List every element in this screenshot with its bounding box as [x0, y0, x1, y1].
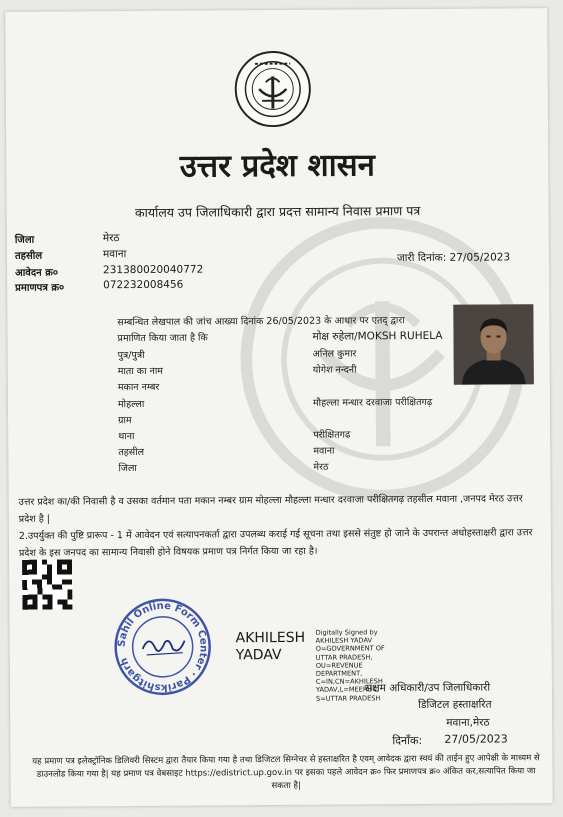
tehsil-label: तहसील — [14, 250, 43, 262]
application-number-value: 231380020040772 — [102, 263, 204, 277]
signer-name — [236, 630, 306, 664]
confirmation-statement: 2.उपर्युक्त की पुष्टि प्रारूप - 1 में आवेदन एवं सत्यापनकर्ता द्वारा उपलब्ध कराई गई सूचना तथा इससे संतुष्ट हो जाने के उपरान्त अधोहस्ताक्षरी द्वारा उत्तर प्रदेश के इस जनपद का सामान्य निवासी होने विषयक प्रमाण पत्र निर्गत किया जा रहा है। — [18, 527, 533, 559]
verification-intro: सम्बन्धित लेखपाल की जांच आख्या दिनांक 26/05/2023 के आधार पर एतद् द्वारा — [117, 315, 405, 329]
up-government-emblem-icon — [234, 50, 313, 129]
locality-value: मौहल्ला मन्धार दरवाजा परीक्षितगढ़ — [312, 396, 433, 409]
svg-text:Sahil Online Form Center · Par: Sahil Online Form Center · Parikshitgarh — [116, 600, 209, 693]
authority-location: मवाना,मेरठ — [446, 716, 490, 729]
page-title: उत्तर प्रदेश शासन — [179, 147, 375, 185]
signer-name-line2: YADAV — [235, 646, 282, 664]
district-label: जिला — [14, 234, 35, 246]
field-label: ग्राम — [118, 415, 132, 427]
digitally-signed-label: डिजिटल हस्ताक्षरित — [418, 698, 492, 712]
district-value: मेरठ — [102, 232, 120, 245]
applicant-photo — [453, 304, 534, 385]
field-label: मोहल्ला — [117, 398, 145, 411]
field-label: तहसील — [118, 446, 145, 459]
field-label: जिला — [118, 462, 137, 475]
signature-detail-line: OU=REVENUE — [315, 661, 363, 670]
tehsil-value: मवाना — [102, 248, 127, 261]
applicant-name: मोक्ष रुहेला/MOKSH RUHELA — [312, 329, 443, 343]
residence-statement: उत्तर प्रदेश का/की निवासी है व उसका वर्तमान पता मकान नम्बर ग्राम मोहल्ला मौहल्ला मन्धार दरवाजा परीक्षितगढ़ तहसील मवाना ,जनपद मेरठ उत्तर प्रदेश है | — [18, 493, 523, 525]
center-seal-stamp — [112, 596, 213, 697]
signature-detail-line: O=GOVERNMENT OF — [315, 644, 385, 654]
field-label: माता का नाम — [117, 365, 164, 378]
field-label: मकान नम्बर — [117, 381, 160, 394]
certified-label: प्रमाणित किया जाता है कि — [117, 332, 208, 345]
signer-name-line1: AKHILESH — [235, 629, 306, 647]
signature-detail-line: C=IN,CN=AKHILESH — [315, 677, 383, 686]
certificate-number-label: प्रमाणपत्र क्र० — [15, 282, 65, 294]
signature-detail-line: DEPARTMENT, — [315, 669, 363, 678]
police-station-value: परीक्षितगढ — [313, 429, 351, 441]
application-number-label: आवेदन क्र० — [15, 267, 59, 279]
district-row-value: मेरठ — [313, 461, 329, 473]
signature-detail-line: AKHILESH YADAV — [315, 636, 373, 645]
certificate-sheet — [5, 8, 553, 807]
mother-name-value: योगेश नन्दनी — [312, 364, 357, 376]
qr-code — [22, 559, 72, 609]
signature-detail-line: S=UTTAR PRADESH — [316, 693, 381, 703]
signature-date-value: 27/05/2023 — [444, 732, 508, 746]
issue-date: जारी दिनांक: 27/05/2023 — [396, 251, 511, 265]
footer-note: यह प्रमाण पत्र इलेक्ट्रॉनिक डिलिवरी सिस्टम द्वारा तैयार किया गया है तथा डिजिटल सिग्नेचर से हस्ताक्षरित है एवम् आवेदक द्वारा स्वयं की ताईन हुए आपेक्षी के माध्यम से डाउनलोड किया गया है| यह प्रमाण पत्र वेबसाइट https://edistrict.up.gov.in पर इसका पहले आवेदन क्र० फिर प्रमाणपत्र क्र० अंकित कर,सत्यापित किया जा सकता है| — [32, 753, 540, 792]
tehsil-row-value: मवाना — [313, 445, 335, 457]
signature-detail-line: Digitally Signed by — [315, 628, 378, 637]
signature-detail-line: UTTAR PRADESH, — [315, 652, 373, 662]
signature-date-label: दिनाँक: — [392, 734, 423, 748]
certificate-number-value: 072232008456 — [103, 278, 184, 292]
field-label: पुत्र/पुत्री — [117, 349, 145, 362]
father-name-value: अनिल कुमार — [312, 348, 357, 360]
certificate-subtitle: कार्यालय उप जिलाधिकारी द्वारा प्रदत्त सामान्य निवास प्रमाण पत्र — [134, 203, 421, 221]
authority-designation: सक्षम अधिकारी/उप जिलाधिकारी — [364, 681, 491, 695]
field-label: थाना — [118, 431, 135, 443]
signature-detail-line: YADAV,L=MEERUT, — [315, 685, 379, 695]
